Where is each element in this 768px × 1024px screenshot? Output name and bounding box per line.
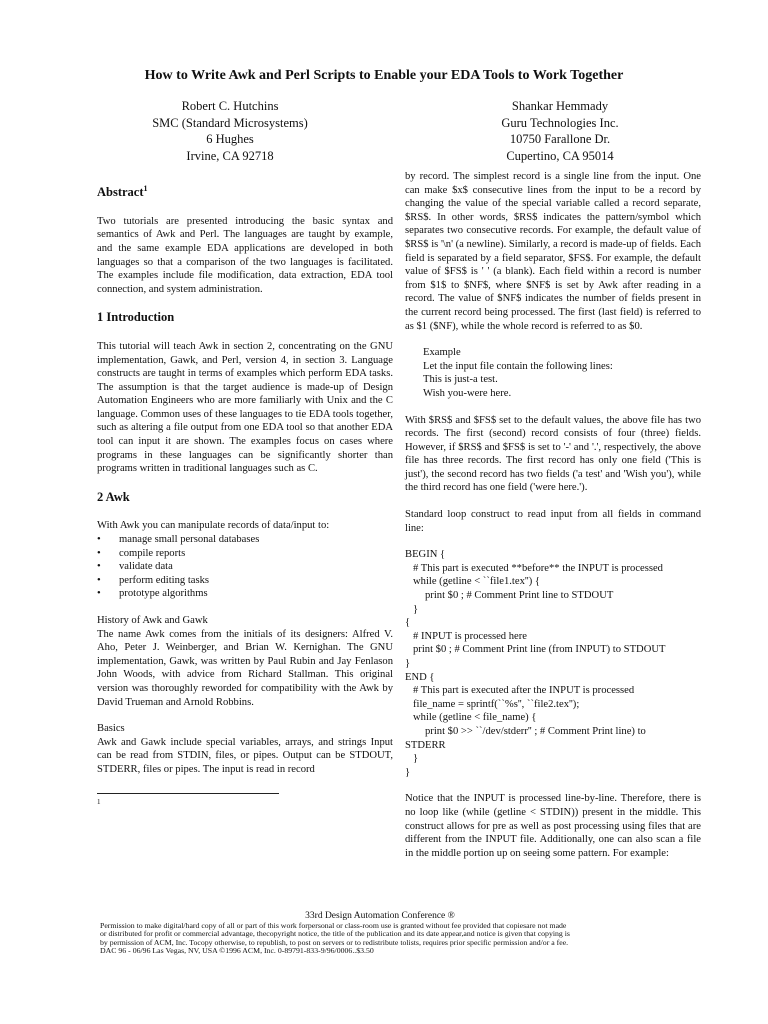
list-item: • manage small personal databases	[97, 533, 393, 547]
copyright-footer	[100, 912, 660, 955]
permission-line: Permission to make digital/hard copy of all or part of this work forpersonal or class-room use is granted without fee provided that copiesare not made	[100, 921, 567, 931]
list-item: • prototype algorithms	[97, 587, 393, 601]
loop-intro-paragraph: Standard loop construct to read input from all fields in command line:	[405, 509, 701, 534]
author-block-left	[150, 98, 310, 164]
right-column	[405, 170, 701, 860]
history-heading: History of Awk and Gawk	[97, 615, 208, 626]
code-line: }	[413, 603, 419, 615]
history-text: The name Awk comes from the initials of its designers: Alfred V. Aho, Peter J. Weinberger, and Brian W. Kernighan. The GNU implementation, Gawk, was written by Paul Rubin and Jay Fenlason John Woods, with advice from Richard Stallman. This original version was thoroughly reworded for compatibility with the Awk by David Trueman and Arnold Robbins.	[97, 628, 393, 708]
permission-line: or distributed for profit or commercial advantage, thecopyright notice, the title of the publication and its date appear,and notice is given that copying is	[100, 929, 570, 939]
example-line: This is just-a test.	[423, 374, 498, 386]
example-line: Let the input file contain the following lines:	[423, 360, 613, 372]
intro-heading: 1 Introduction	[97, 310, 175, 325]
records-paragraph: by record. The simplest record is a single line from the input. One can make $x$ consecutive lines from the input to be a record by changing the value of the special variable called a record separate, $RS$. In other words, $RS$ indicates the pattern/symbol which separates two consecutive records. For example, the default value of $RS$ is '\n' (a newline). Similarly, a record is made-up of fields. Each field is separated by a field separator, $FS$. For example, the default value of $FS$ is ' ' (a blank). Each field within a record is number from $1$ to $NF$, where $NF$ is set by Awk after reading in a record. The value of $NF$ indicates the number of fields present in the current record being processed. The first (last field) is referred to as $1 ($NF), while the whole record is referred to as $0.	[405, 171, 701, 332]
code-line: file_name = sprintf(``%s'', ``file2.tex'');	[413, 698, 580, 710]
code-line: # This part is executed after the INPUT is processed	[413, 685, 635, 697]
code-line: print $0 ; # Comment Print line to STDOUT	[425, 590, 614, 602]
intro-text: This tutorial will teach Awk in section 2, concentrating on the GNU implementation, Gawk, and Perl, version 4, in section 3. Language constructs are taught in terms of examples which perform EDA tasks. The assumption is that the target audience is made-up of Design Automation Engineers who are more familiarly with Unix and the C language. Common uses of these languages to tie EDA tools together, such as altering a file output from one EDA tool so that another EDA tool can input it are shown. The examples focus on cases where programs in these languages can be significantly shorter than programs written in traditional languages such as C.	[97, 340, 393, 475]
abstract-heading: Abstract$^1$	[97, 184, 148, 200]
code-line: }	[405, 658, 411, 669]
paper-title: How to Write Awk and Perl Scripts to Enable your EDA Tools to Work Together	[144, 68, 624, 83]
example-block	[405, 346, 701, 400]
author-address-line1: 6 Hughes	[206, 132, 254, 146]
code-block	[405, 548, 701, 779]
author-address-line2: Irvine, CA 92718	[186, 148, 274, 163]
conference-line: 33rd Design Automation Conference ®	[305, 911, 455, 921]
notice-paragraph: Notice that the INPUT is processed line-by-line. Therefore, there is no loop like (while (getline < STDIN)) present in the middle. This construct allows for pre as well as post processing using files that are different from the INPUT file. Additionally, one can also scan a file in the middle portion up on seeing some pattern. For example:	[405, 793, 701, 859]
code-line: # This part is executed **before** the INPUT is processed	[413, 562, 663, 574]
footnote-marker: 1	[97, 798, 101, 806]
author-address-line1: 10750 Farallone Dr.	[509, 132, 611, 146]
code-line: print $0 >> ``/dev/stderr'' ; # Comment Print line) to	[425, 725, 646, 737]
code-line: END {	[405, 671, 435, 683]
footnote-rule	[97, 793, 279, 794]
awk-lead-text: With Awk you can manipulate records of data/input to:	[97, 520, 330, 532]
author-address-line2: Cupertino, CA 95014	[506, 148, 614, 163]
list-item: • validate data	[97, 560, 393, 574]
code-line: }	[405, 766, 411, 778]
basics-text: Awk and Gawk include special variables, arrays, and strings Input can be read from STDIN, files, or pipes. Output can be STDOUT, STDERR, files or pipes. The input is read in record	[97, 736, 393, 775]
author-name: Robert C. Hutchins	[181, 99, 279, 113]
list-item: • compile reports	[97, 547, 393, 561]
basics-heading: Basics	[97, 723, 125, 735]
awk-uses-list	[97, 533, 393, 601]
copyright-line: DAC 96 - 06/96 Las Vegas, NV, USA ©1996 ACM, Inc. 0-89791-833-9/96/0006..$3.50	[100, 945, 374, 955]
permission-line: by permission of ACM, Inc. Tocopy otherwise, to republish, to post on servers or to redistribute tolists, requires prior specific permission and/or a fee.	[100, 937, 569, 947]
code-line: print $0 ; # Comment Print line (from INPUT) to STDOUT	[413, 644, 666, 656]
author-block-right	[470, 98, 650, 164]
footnote-ref: 1	[143, 184, 148, 193]
code-line: }	[413, 753, 419, 765]
awk-heading: 2 Awk	[97, 489, 130, 504]
author-org: Guru Technologies Inc.	[501, 115, 619, 130]
code-line: while (getline < ``file1.tex'') {	[413, 576, 540, 588]
example-line: Example	[423, 347, 461, 359]
author-name: Shankar Hemmady	[511, 99, 609, 113]
left-column	[97, 170, 393, 777]
example-line: Wish you-were here.	[423, 387, 512, 399]
code-line: # INPUT is processed here	[413, 630, 527, 642]
separator-paragraph: With $RS$ and $FS$ set to the default values, the above file has two records. The first (second) record consists of four (three) fields. However, if $RS$ and $FS$ is set to '-' and '.', respectively, the above file has three records. The first record has only one field ('This is just'), the second record has two fields ('a test' and 'Wish you'), while the third record has one field ('were here.').	[405, 414, 701, 494]
code-line: {	[405, 617, 411, 629]
abstract-text: Two tutorials are presented introducing the basic syntax and semantics of Awk and Perl. The languages are taught by example, and the same example EDA applications are developed in both languages so that a comparison of the two languages is facilitated. The examples include file modification, data extraction, EDA tool connection, and system administration.	[97, 215, 393, 295]
code-line: while (getline < file_name) {	[413, 712, 537, 724]
code-line: STDERR	[405, 739, 446, 751]
code-line: BEGIN {	[405, 549, 446, 561]
author-org: SMC (Standard Microsystems)	[152, 115, 308, 130]
list-item: • perform editing tasks	[97, 574, 393, 588]
